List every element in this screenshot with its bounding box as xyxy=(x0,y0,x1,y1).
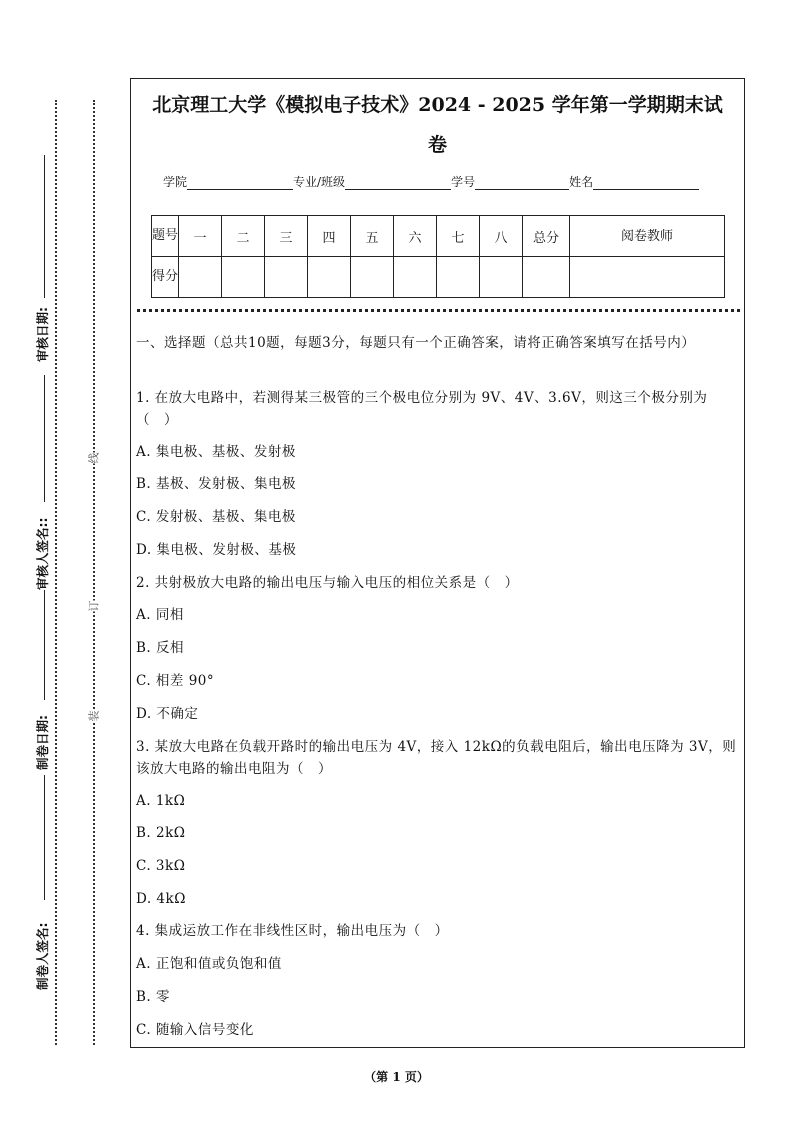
major-field[interactable] xyxy=(345,175,451,190)
score-cell[interactable] xyxy=(394,257,437,298)
exam-title: 北京理工大学《模拟电子技术》2024 - 2025 学年第一学期期末试 xyxy=(152,94,723,116)
header-cell: 总分 xyxy=(523,216,570,257)
question-2: 2. 共射极放大电路的输出电压与输入电压的相位关系是（ ） xyxy=(136,575,519,591)
option: A. 同相 xyxy=(136,607,184,623)
reviewer-line xyxy=(44,375,45,502)
option: D. 集电极、发射极、基极 xyxy=(136,542,297,558)
score-cell[interactable] xyxy=(308,257,351,298)
header-cell: 三 xyxy=(265,216,308,257)
make-date-line xyxy=(44,590,45,700)
exam-title-cont: 卷 xyxy=(427,134,447,156)
score-cell[interactable] xyxy=(351,257,394,298)
score-row-label: 得分 xyxy=(152,257,179,298)
option: C. 随输入信号变化 xyxy=(136,1022,254,1038)
college-field[interactable] xyxy=(187,175,293,190)
option: D. 不确定 xyxy=(136,706,199,722)
option: A. 1kΩ xyxy=(136,793,186,809)
student-info xyxy=(163,173,699,190)
reviewer-label: 审核人签名:: xyxy=(35,517,50,590)
binding-label-order: 订 xyxy=(87,600,101,612)
option: B. 反相 xyxy=(136,640,185,656)
page-number: （第 1 页） xyxy=(364,1070,429,1084)
option: A. 正饱和值或负饱和值 xyxy=(136,956,282,972)
option: C. 相差 90° xyxy=(136,673,215,689)
option: C. 发射极、基极、集电极 xyxy=(136,509,296,525)
score-cell[interactable] xyxy=(437,257,480,298)
option: A. 集电极、基极、发射极 xyxy=(136,444,296,460)
header-cell: 二 xyxy=(222,216,265,257)
option: B. 零 xyxy=(136,989,171,1005)
major-label: 专业/班级 xyxy=(293,175,346,189)
name-field[interactable] xyxy=(593,175,699,190)
option: B. 基极、发射极、集电极 xyxy=(136,476,297,492)
score-cell[interactable] xyxy=(480,257,523,298)
header-cell: 七 xyxy=(437,216,480,257)
header-cell: 题号 xyxy=(152,216,179,257)
header-cell: 一 xyxy=(179,216,222,257)
binding-dotted-line-inner xyxy=(93,100,95,1045)
score-cell[interactable] xyxy=(523,257,570,298)
header-cell: 阅卷教师 xyxy=(570,216,725,257)
score-cell[interactable] xyxy=(265,257,308,298)
dotted-separator xyxy=(137,309,740,312)
score-cell[interactable] xyxy=(179,257,222,298)
option: D. 4kΩ xyxy=(136,891,186,907)
header-cell: 八 xyxy=(480,216,523,257)
question-1: 1. 在放大电路中，若测得某三极管的三个极电位分别为 9V、4V、3.6V，则这三个极分别为（ ） xyxy=(136,390,708,428)
header-cell: 四 xyxy=(308,216,351,257)
question-3: 3. 某放大电路在负载开路时的输出电压为 4V，接入 12kΩ的负载电阻后，输出电压降为 3V，则该放大电路的输出电阻为（ ） xyxy=(136,739,737,777)
id-label: 学号 xyxy=(451,175,476,189)
id-field[interactable] xyxy=(475,175,569,190)
binding-label-install: 装 xyxy=(87,710,101,722)
header-cell: 六 xyxy=(394,216,437,257)
score-header-row xyxy=(152,216,725,257)
score-cell[interactable] xyxy=(222,257,265,298)
score-cell[interactable] xyxy=(570,257,725,298)
section-heading: 一、选择题（总共10题，每题3分，每题只有一个正确答案，请将正确答案填写在括号内） xyxy=(136,335,696,351)
review-date-label: 审核日期: xyxy=(35,307,50,362)
binding-dotted-line-outer xyxy=(55,100,57,1045)
score-table xyxy=(151,215,725,298)
name-label: 姓名 xyxy=(569,175,594,189)
binding-label-line: 线 xyxy=(87,452,101,464)
make-date-label: 制卷日期: xyxy=(35,715,50,770)
header-cell: 五 xyxy=(351,216,394,257)
maker-label: 制卷人签名: xyxy=(35,922,50,990)
maker-line xyxy=(44,775,45,900)
option: B. 2kΩ xyxy=(136,825,186,841)
college-label: 学院 xyxy=(163,175,188,189)
review-date-line xyxy=(44,155,45,298)
score-row xyxy=(152,257,725,298)
option: C. 3kΩ xyxy=(136,858,186,874)
question-4: 4. 集成运放工作在非线性区时，输出电压为（ ） xyxy=(136,923,449,939)
